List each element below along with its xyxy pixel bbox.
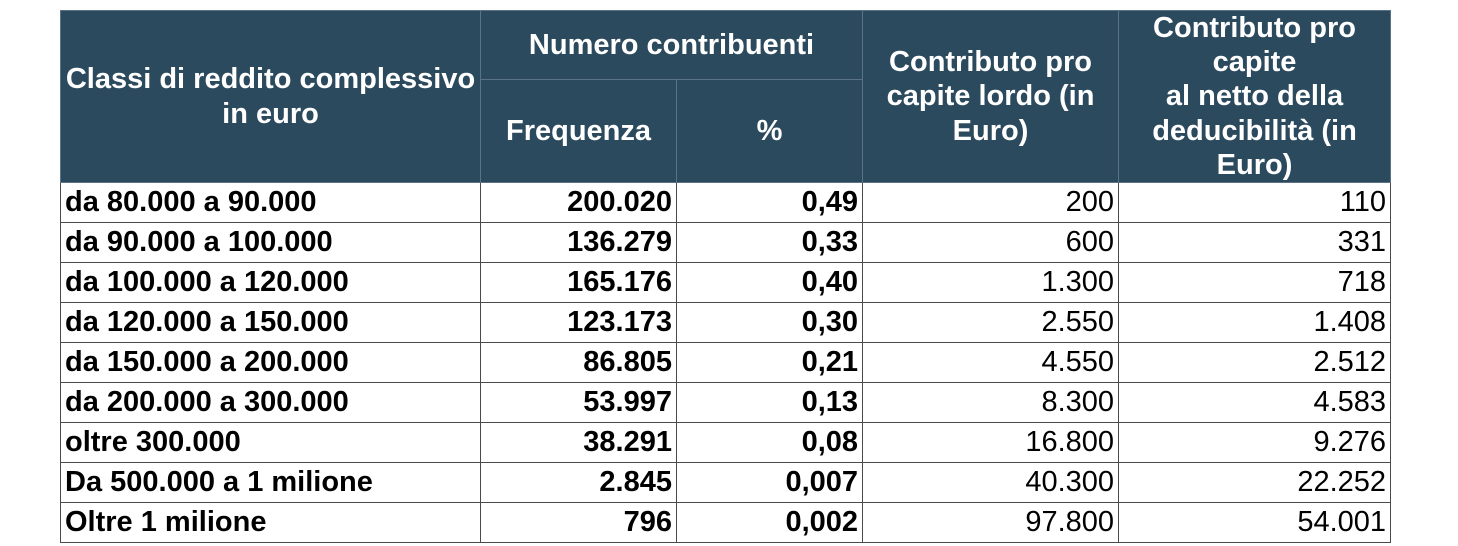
cell-lordo: 4.550 <box>863 343 1119 383</box>
cell-netto: 718 <box>1119 263 1391 303</box>
header-numero-contribuenti: Numero contribuenti <box>481 11 863 80</box>
cell-lordo: 600 <box>863 223 1119 263</box>
cell-lordo: 97.800 <box>863 503 1119 543</box>
cell-frequenza: 796 <box>481 503 677 543</box>
table-row <box>61 423 1391 463</box>
cell-netto: 110 <box>1119 183 1391 223</box>
cell-lordo: 8.300 <box>863 383 1119 423</box>
table-row <box>61 303 1391 343</box>
cell-frequenza: 123.173 <box>481 303 677 343</box>
cell-classe: oltre 300.000 <box>61 423 481 463</box>
table-row <box>61 343 1391 383</box>
income-table <box>60 10 1391 543</box>
cell-percentuale: 0,08 <box>677 423 863 463</box>
cell-classe: da 90.000 a 100.000 <box>61 223 481 263</box>
cell-lordo: 40.300 <box>863 463 1119 503</box>
cell-percentuale: 0,40 <box>677 263 863 303</box>
cell-percentuale: 0,21 <box>677 343 863 383</box>
cell-frequenza: 86.805 <box>481 343 677 383</box>
cell-classe: Da 500.000 a 1 milione <box>61 463 481 503</box>
cell-classe: da 150.000 a 200.000 <box>61 343 481 383</box>
cell-netto: 331 <box>1119 223 1391 263</box>
cell-lordo: 200 <box>863 183 1119 223</box>
cell-frequenza: 53.997 <box>481 383 677 423</box>
header-contributo-netto <box>1119 11 1391 183</box>
cell-percentuale: 0,13 <box>677 383 863 423</box>
cell-lordo: 16.800 <box>863 423 1119 463</box>
cell-percentuale: 0,002 <box>677 503 863 543</box>
cell-netto: 9.276 <box>1119 423 1391 463</box>
cell-frequenza: 2.845 <box>481 463 677 503</box>
header-classi: Classi di reddito complessivo in euro <box>61 11 481 183</box>
cell-lordo: 2.550 <box>863 303 1119 343</box>
table-row <box>61 383 1391 423</box>
header-contributo-netto-line1: Contributo pro capite <box>1153 12 1356 79</box>
header-contributo-netto-line2: al netto della deducibilità (in Euro) <box>1152 80 1357 181</box>
header-percentuale: % <box>677 80 863 183</box>
cell-frequenza: 165.176 <box>481 263 677 303</box>
table-row <box>61 503 1391 543</box>
cell-netto: 1.408 <box>1119 303 1391 343</box>
cell-percentuale: 0,007 <box>677 463 863 503</box>
cell-percentuale: 0,33 <box>677 223 863 263</box>
cell-netto: 4.583 <box>1119 383 1391 423</box>
cell-classe: da 120.000 a 150.000 <box>61 303 481 343</box>
cell-percentuale: 0,30 <box>677 303 863 343</box>
cell-lordo: 1.300 <box>863 263 1119 303</box>
table-body <box>61 183 1391 543</box>
table-row <box>61 463 1391 503</box>
cell-frequenza: 200.020 <box>481 183 677 223</box>
cell-classe: da 100.000 a 120.000 <box>61 263 481 303</box>
cell-classe: da 80.000 a 90.000 <box>61 183 481 223</box>
cell-netto: 2.512 <box>1119 343 1391 383</box>
cell-percentuale: 0,49 <box>677 183 863 223</box>
table-row <box>61 263 1391 303</box>
table-row <box>61 183 1391 223</box>
cell-netto: 54.001 <box>1119 503 1391 543</box>
cell-frequenza: 38.291 <box>481 423 677 463</box>
cell-classe: Oltre 1 milione <box>61 503 481 543</box>
cell-netto: 22.252 <box>1119 463 1391 503</box>
table-row <box>61 223 1391 263</box>
cell-frequenza: 136.279 <box>481 223 677 263</box>
header-contributo-lordo: Contributo pro capite lordo (in Euro) <box>863 11 1119 183</box>
cell-classe: da 200.000 a 300.000 <box>61 383 481 423</box>
header-frequenza: Frequenza <box>481 80 677 183</box>
